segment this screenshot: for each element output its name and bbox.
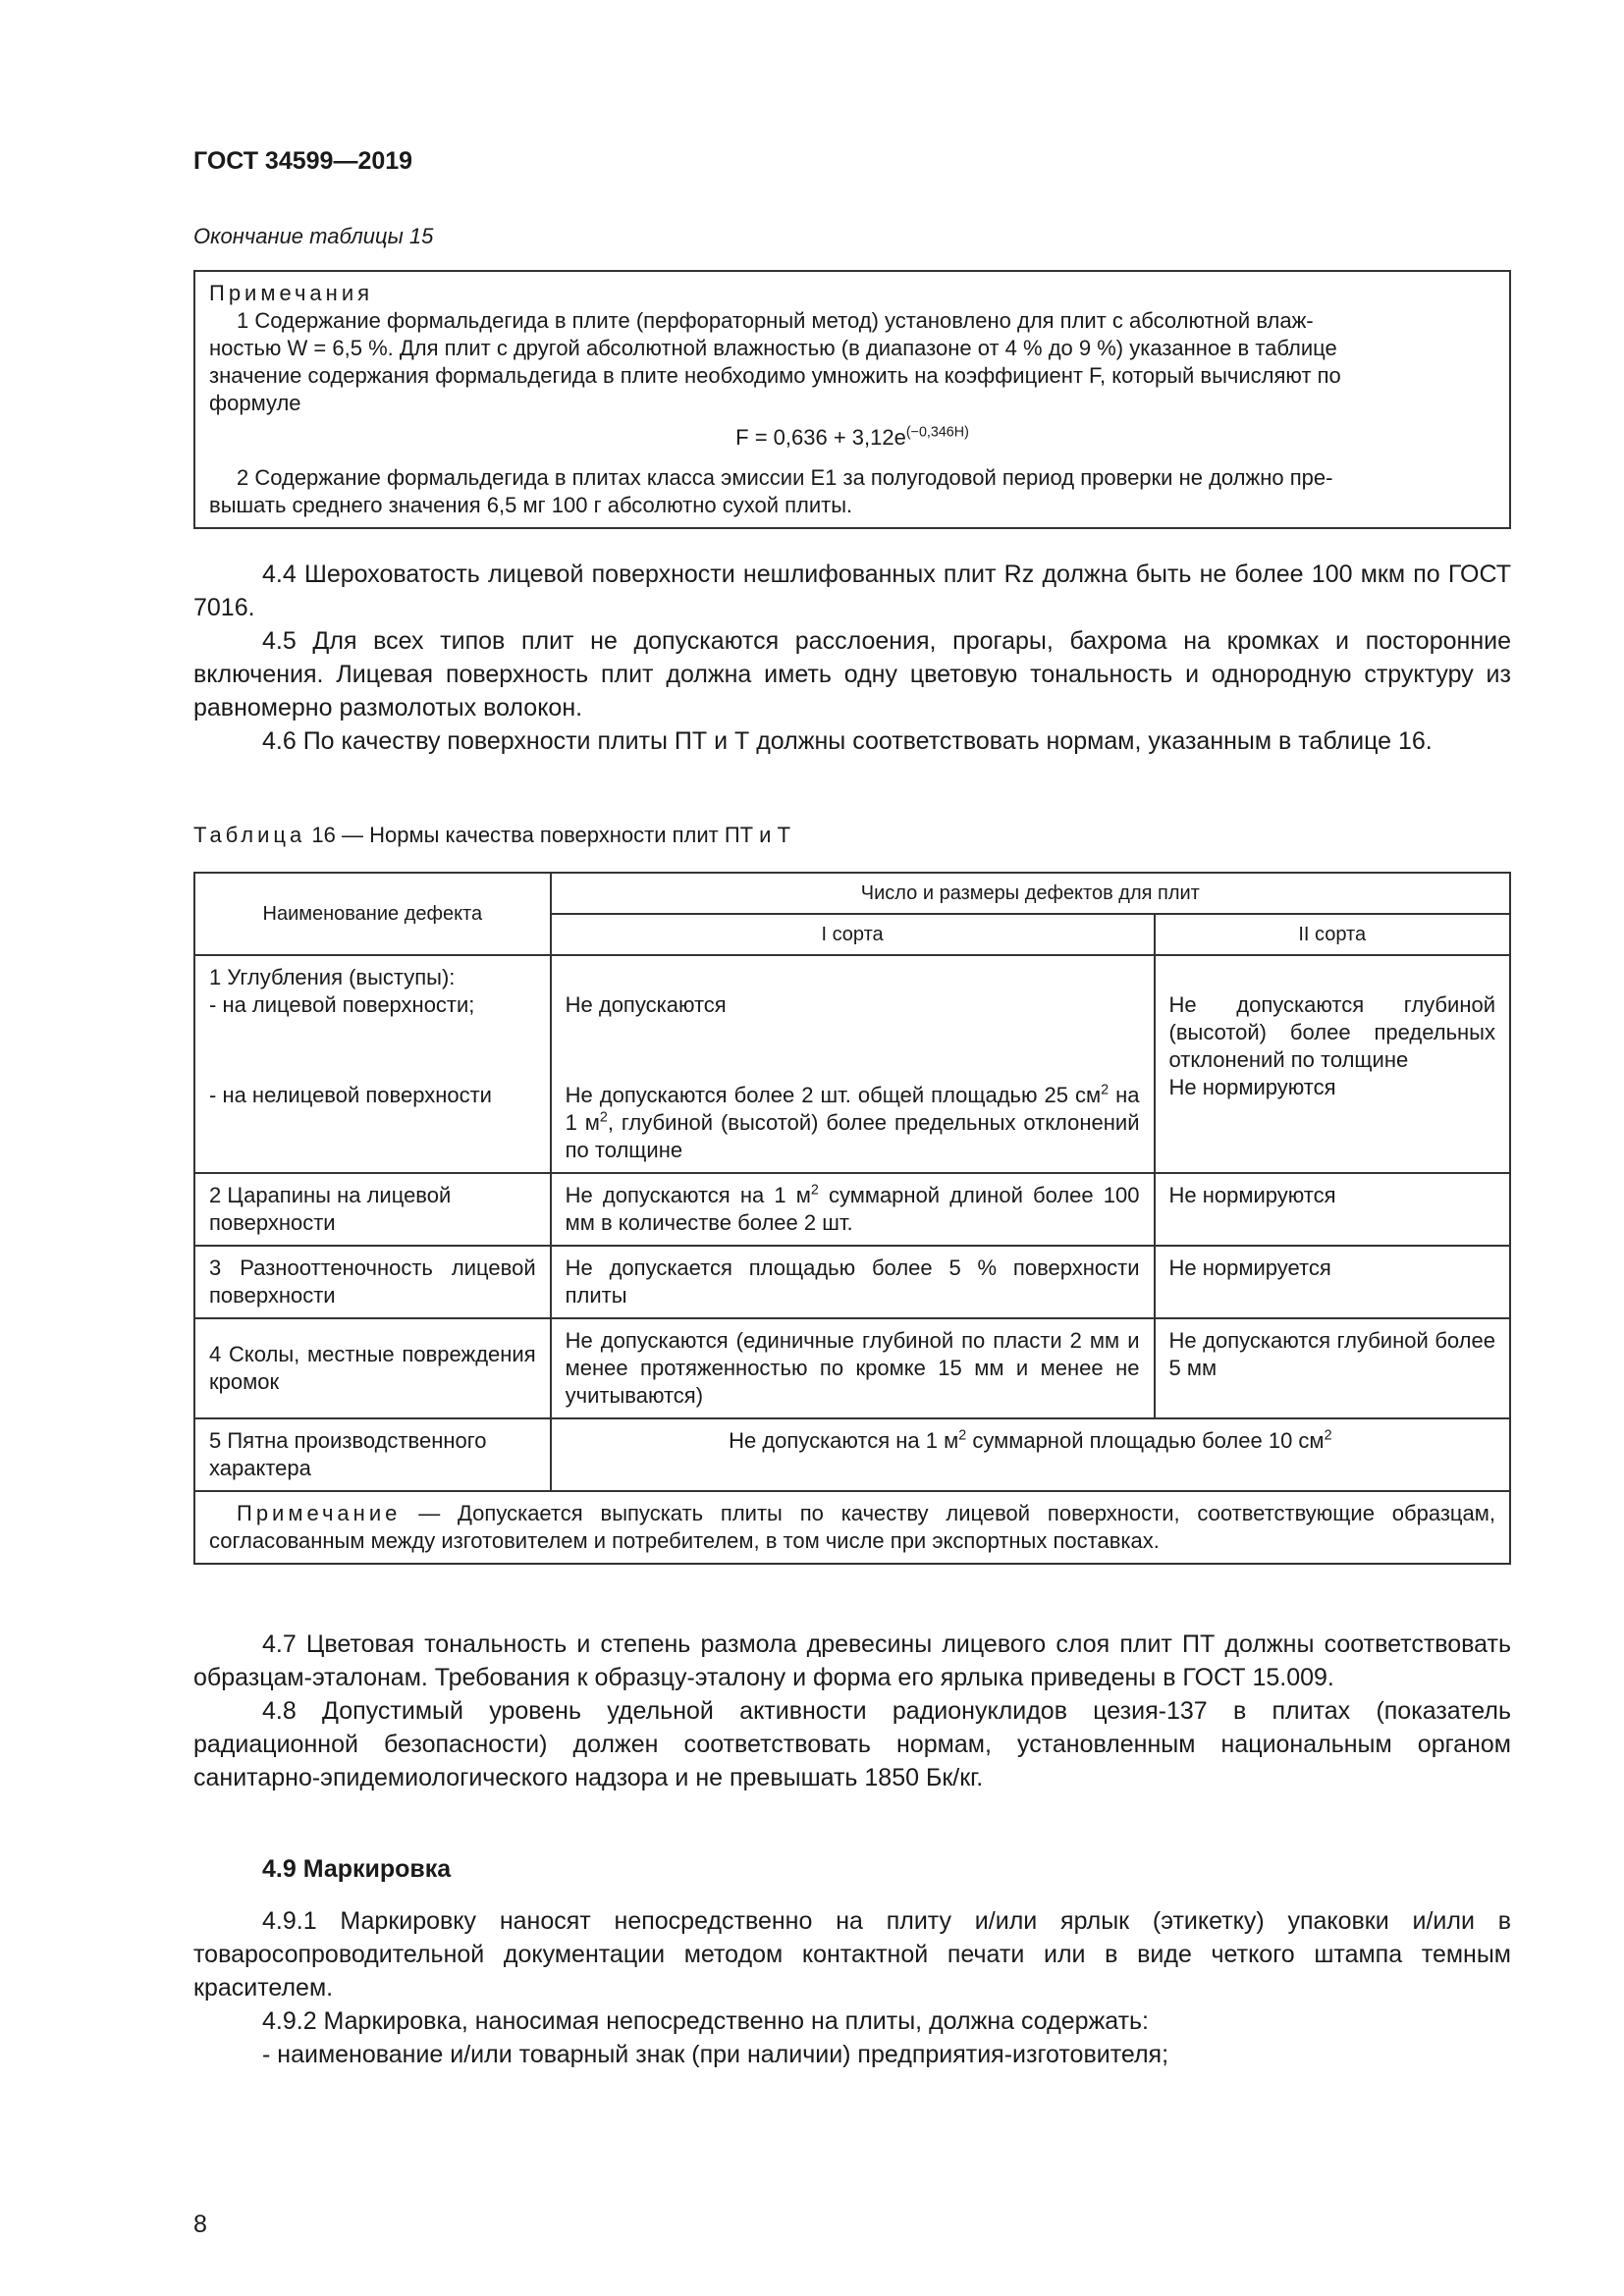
paragraph-4-9-2: 4.9.2 Маркировка, наносимая непосредственно на плиты, должна содержать: <box>262 2007 1150 2035</box>
table-row <box>194 955 1510 1173</box>
paragraph-group-b <box>193 1628 1511 1794</box>
table-row <box>194 1418 1510 1491</box>
cell-sort1-1 <box>551 955 1155 1173</box>
table-caption-text: 16 — Нормы качества поверхности плит ПТ и Т <box>311 823 791 847</box>
paragraph-4-7: 4.7 Цветовая тональность и степень размола древесины лицевого слоя плит ПТ должны соответствовать образцам-эталонам. Требования к образцу-эталону и форма его ярлыка приведены в ГОСТ 15.009. <box>193 1630 1511 1691</box>
cell-defect-2: 2 Царапины на лицевой поверхности <box>194 1173 551 1246</box>
note1-line3: значение содержания формальдегида в плите необходимо умножить на коэффициент F, который вычисляют по <box>209 363 1341 388</box>
note1-line1: 1 Содержание формальдегида в плите (перфораторный метод) установлено для плит с абсолютной влаж- <box>237 308 1314 333</box>
table-row <box>194 1173 1510 1246</box>
cell-sort1-4: Не допускаются (единичные глубиной по пласти 2 мм и менее протяженностью по кромке 15 мм и менее не учитываются) <box>551 1318 1155 1418</box>
note2-line1: 2 Содержание формальдегида в плитах класса эмиссии Е1 за полугодовой период проверки не должно пре- <box>237 465 1333 490</box>
defect-1-title: 1 Углубления (выступы): <box>209 965 456 989</box>
header-defect-name: Наименование дефекта <box>194 873 551 955</box>
formula <box>195 425 1509 451</box>
header-sort2: II сорта <box>1155 914 1511 955</box>
cell-sort1-3: Не допускается площадью более 5 % поверхности плиты <box>551 1246 1155 1318</box>
table-continuation-caption: Окончание таблицы 15 <box>193 224 434 248</box>
formula-exponent: (−0,346H) <box>905 424 969 441</box>
cell-sort-5: Не допускаются на 1 $м^2$ суммарной площадью более 10 $см^2$ <box>551 1418 1510 1491</box>
sort1-1-face: Не допускаются <box>565 992 727 1017</box>
table16-note <box>194 1491 1510 1564</box>
list-item: - наименование и/или товарный знак (при наличии) предприятия-изготовителя; <box>262 2041 1169 2068</box>
cell-sort2-3: Не нормируется <box>1155 1246 1511 1318</box>
sort1-1-back: Не допускаются более 2 шт. общей площадью 25 $см^2$ на 1 $м^2$, глубиной (высотой) более предельных отклонений по толщине <box>565 1082 1140 1162</box>
note1-line4: формуле <box>209 391 301 415</box>
cell-defect-4: 4 Сколы, местные повреждения кромок <box>194 1318 551 1418</box>
note-text: — Допускается выпускать плиты по качеству лицевой поверхности, соответствующие образцам, согласованным между изготовителем и потребителем, в том числе при экспортных поставках. <box>209 1501 1495 1553</box>
paragraph-4-5: 4.5 Для всех типов плит не допускаются расслоения, прогары, бахрома на кромках и посторонние включения. Лицевая поверхность плит должна иметь одну цветовую тональность и однородную структуру из равномерно размолотых волокон. <box>193 627 1511 721</box>
defect-1-face: - на лицевой поверхности; <box>209 992 475 1017</box>
cell-sort1-2: Не допускаются на 1 $м^2$ суммарной длиной более 100 мм в количестве более 2 шт. <box>551 1173 1155 1246</box>
paragraph-4-4: 4.4 Шероховатость лицевой поверхности нешлифованных плит Rz должна быть не более 100 мкм по ГОСТ 7016. <box>193 561 1511 621</box>
formula-base: F = 0,636 + 3,12e <box>735 425 906 450</box>
note2-line2: вышать среднего значения 6,5 мг 100 г абсолютно сухой плиты. <box>209 493 853 517</box>
page-number: 8 <box>193 2211 207 2238</box>
table16 <box>193 872 1511 1565</box>
paragraph-group-a <box>193 558 1511 758</box>
table-header-row <box>194 873 1510 914</box>
cell-defect-1 <box>194 955 551 1173</box>
paragraph-4-8: 4.8 Допустимый уровень удельной активности радионуклидов цезия-137 в плитах (показатель радиационной безопасности) должен соответствовать нормам, установленным национальным органом санитарно-эпидемиологического надзора и не превышать 1850 Бк/кг. <box>193 1697 1511 1791</box>
note1-line2: ностью W = 6,5 %. Для плит с другой абсолютной влажностью (в диапазоне от 4 % до 9 %) указанное в таблице <box>209 336 1337 360</box>
section-heading-4-9: 4.9 Маркировка <box>262 1855 452 1883</box>
note-label: Примечание <box>237 1501 402 1525</box>
paragraph-group-c <box>193 1904 1511 2071</box>
table15-notes-box <box>193 270 1511 529</box>
document-code: ГОСТ 34599—2019 <box>193 147 413 175</box>
defect-1-back: - на нелицевой поверхности <box>209 1083 492 1107</box>
table16-caption <box>193 823 790 848</box>
header-sort1: I сорта <box>551 914 1155 955</box>
table-row <box>194 1318 1510 1418</box>
table-row <box>194 1246 1510 1318</box>
notes-title: Примечания <box>209 281 374 305</box>
cell-sort2-2: Не нормируются <box>1155 1173 1511 1246</box>
header-defect-count: Число и размеры дефектов для плит <box>551 873 1510 914</box>
sort2-1-back: Не нормируются <box>1168 1075 1336 1099</box>
cell-sort2-1 <box>1155 955 1511 1173</box>
paragraph-4-9-1: 4.9.1 Маркировку наносят непосредственно на плиту и/или ярлык (этикетку) упаковки и/или в товаросопроводительной документации методом контактной печати или в виде четкого штампа темным красителем. <box>193 1907 1511 2002</box>
cell-defect-3: 3 Разнооттеночность лицевой поверхности <box>194 1246 551 1318</box>
table-label: Таблица <box>193 823 306 847</box>
table-note-row <box>194 1491 1510 1564</box>
cell-sort2-4: Не допускаются глубиной более 5 мм <box>1155 1318 1511 1418</box>
cell-defect-5: 5 Пятна производственного характера <box>194 1418 551 1491</box>
sort2-1-face: Не допускаются глубиной (высотой) более предельных отклонений по толщине <box>1168 992 1495 1072</box>
paragraph-4-6: 4.6 По качеству поверхности плиты ПТ и Т должны соответствовать нормам, указанным в таблице 16. <box>262 727 1433 755</box>
